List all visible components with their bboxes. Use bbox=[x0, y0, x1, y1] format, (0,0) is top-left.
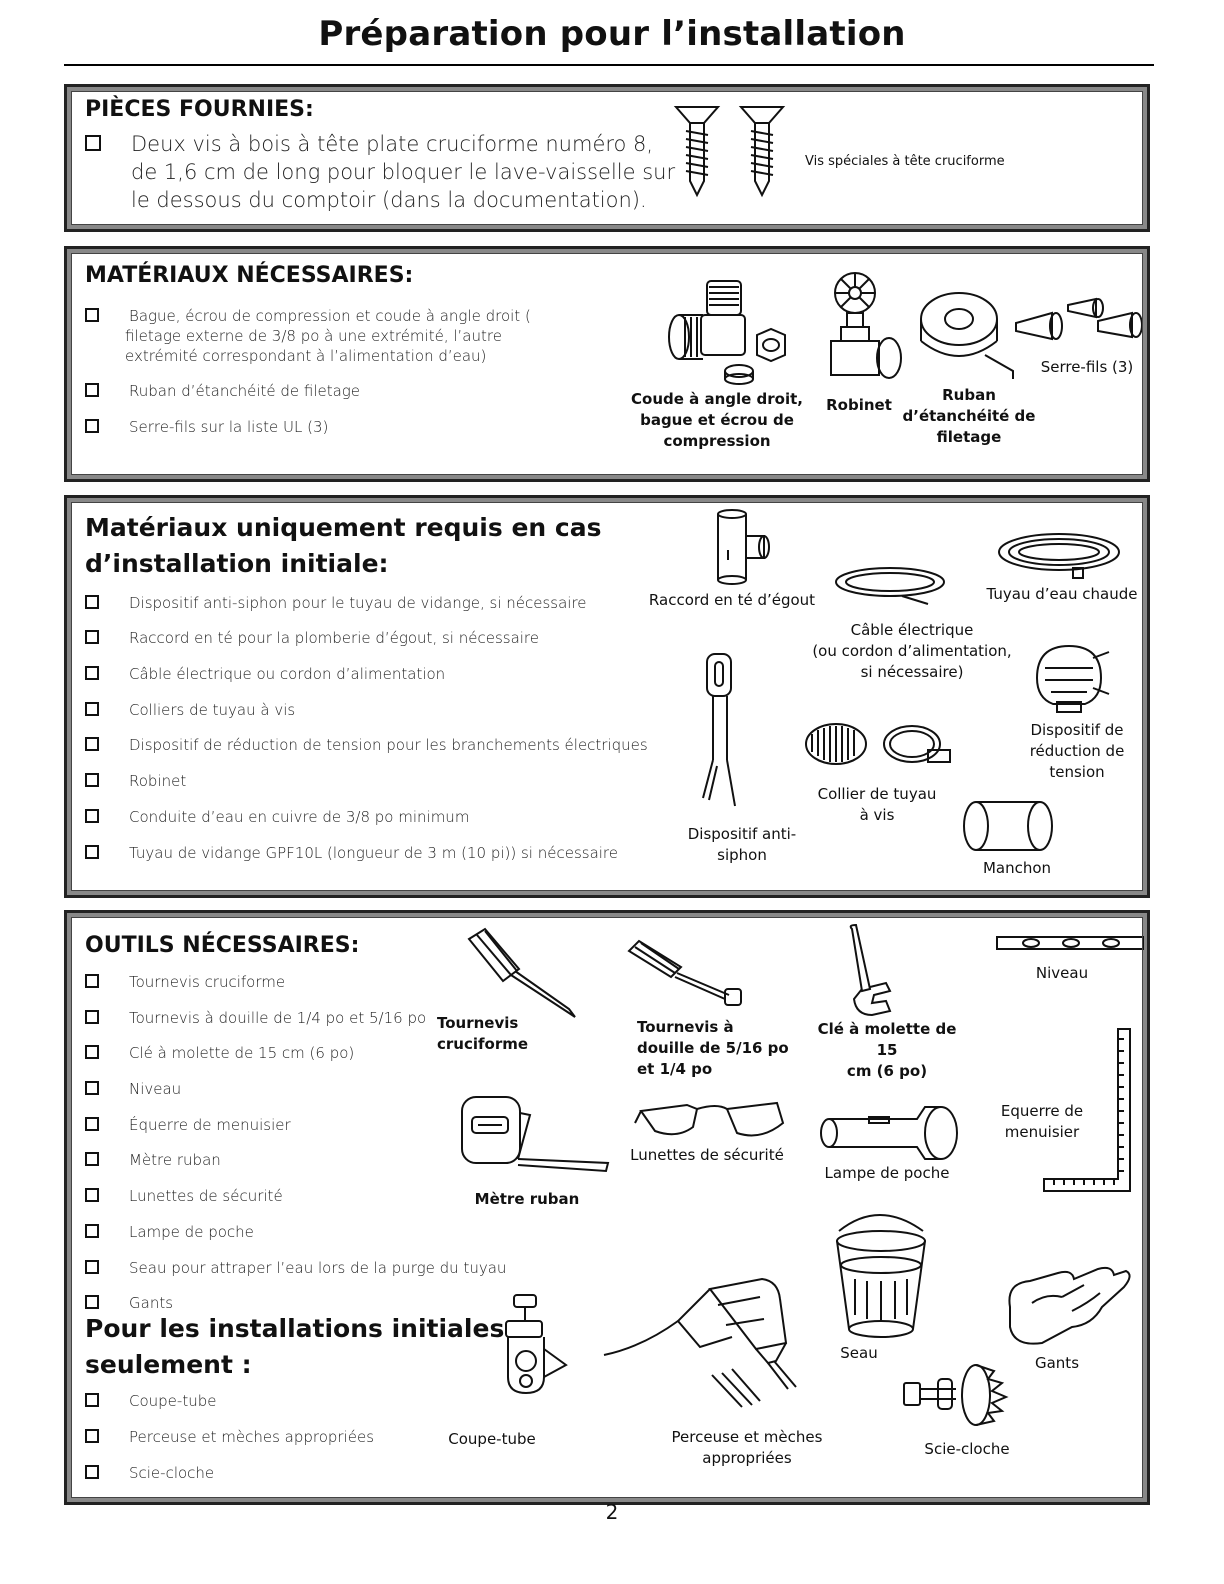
initiale-heading: Matériaux uniquement requis en cas d’installation initiale: bbox=[85, 513, 602, 578]
tee-fitting-icon bbox=[712, 508, 772, 584]
manchon-caption: Manchon bbox=[982, 859, 1052, 877]
checkbox-icon bbox=[85, 1010, 99, 1024]
nut-driver-icon bbox=[625, 937, 755, 1007]
initiale-section: Matériaux uniquement requis en cas d’installation initiale: Dispositif anti-siphon pour le tuyau de vidange, si nécessaire Raccord en té pour la plomberie d’égout, si nécessaire Câble électrique ou cordon d’alimentation Colliers de tuyau à vis Dispositif de réduction de tension pour les branchements électriques Robinet Conduite d’eau en cuivre de 3/8 po minimum Tuyau de vidange GPF10L (longueur de 3 m (10 pi)) si nécessaire Raccord en té d’égout Tuyau d’eau chaude Câble électrique (ou cordon d’alimentation, si nécessaire) Dispositif de réduction de tension Dispositif anti- siphon Collier de tuyau à vis Manchon bbox=[64, 495, 1150, 898]
checkbox-icon bbox=[85, 974, 99, 988]
tuyau-caption: Tuyau d’eau chaude bbox=[986, 585, 1138, 603]
strain-relief-icon bbox=[1027, 638, 1117, 718]
elbow-fitting-icon bbox=[665, 275, 805, 385]
checkbox-icon bbox=[85, 1117, 99, 1131]
hot-water-hose-icon bbox=[995, 530, 1125, 586]
checkbox-icon bbox=[85, 845, 99, 859]
flashlight-icon bbox=[819, 1103, 964, 1161]
thread-tape-icon bbox=[917, 289, 1017, 379]
tube-cutter-icon bbox=[492, 1293, 572, 1399]
materiaux-section: MATÉRIAUX NÉCESSAIRES: Bague, écrou de compression et coude à angle droit ( filetage externe de 3/8 po à une extrémité, l’autre extrémité correspondant à l’alimentation d’eau) Ruban d’étanchéité de filetage Serre-fils sur la liste UL (3) Coude à angle droit, bague et écrou de compression Robinet Ruban d’étanchéité de filetage Serre-fils (3) bbox=[64, 246, 1150, 482]
drill-icon bbox=[602, 1277, 822, 1407]
lampe-caption: Lampe de poche bbox=[824, 1164, 950, 1182]
checkbox-icon bbox=[85, 419, 99, 433]
checkbox-icon bbox=[85, 1393, 99, 1407]
checkbox-icon bbox=[85, 308, 99, 322]
tournevis-cruciforme-caption: Tournevis cruciforme bbox=[437, 1014, 529, 1053]
adjustable-wrench-icon bbox=[842, 923, 912, 1019]
checkbox-icon bbox=[85, 1465, 99, 1479]
checkbox-icon bbox=[85, 1224, 99, 1238]
level-icon bbox=[995, 935, 1145, 953]
screw-icon bbox=[672, 103, 722, 199]
checkbox-icon bbox=[85, 666, 99, 680]
reduction-caption: Dispositif de réduction de tension bbox=[1029, 721, 1125, 781]
checkbox-icon bbox=[85, 1295, 99, 1309]
title-rule bbox=[64, 64, 1154, 66]
bucket-icon bbox=[827, 1205, 937, 1341]
ruban-caption: Ruban d’étanchéité de filetage bbox=[902, 386, 1036, 446]
pieces-section: PIÈCES FOURNIES: Deux vis à bois à tête plate cruciforme numéro 8, de 1,6 cm de long pour bloquer le lave-vaisselle sur le dessous du comptoir (dans la documentation). Vis spéciales à tête cruciforme bbox=[64, 84, 1150, 232]
collier-caption: Collier de tuyau à vis bbox=[817, 785, 937, 824]
robinet-caption: Robinet bbox=[826, 396, 892, 414]
phillips-screwdriver-icon bbox=[465, 925, 585, 1021]
outils-section: OUTILS NÉCESSAIRES: Tournevis cruciforme Tournevis à douille de 1/4 po et 5/16 po Clé à molette de 15 cm (6 po) Niveau Équerre de menuisier Mètre ruban Lunettes de sécurité Lampe de poche Seau pour attraper l’eau lors de la purge du tuyau Gants Pour les installations initiales seulement : Coupe-tube Perceuse et mèches appropriées Scie-cloche Tournevis cruciforme Tournevis à douille de 5/16 po et 1/4 po Clé à molette de 15 cm (6 po) Niveau Equerre de menuisier Mètre ruban Lunettes de sécurité Lampe de poche Seau Gants Coupe-tube Perceuse et mèches appropriées Scie-cloche bbox=[64, 910, 1150, 1505]
checkbox-icon bbox=[85, 1152, 99, 1166]
hole-saw-icon bbox=[902, 1359, 1014, 1431]
checkbox-icon bbox=[85, 1429, 99, 1443]
metre-caption: Mètre ruban bbox=[474, 1190, 580, 1208]
tape-measure-icon bbox=[460, 1093, 612, 1185]
checkbox-icon bbox=[85, 383, 99, 397]
gants-caption: Gants bbox=[1034, 1354, 1080, 1372]
checkbox-icon bbox=[85, 1188, 99, 1202]
outils-heading: OUTILS NÉCESSAIRES: bbox=[85, 933, 360, 958]
lunettes-caption: Lunettes de sécurité bbox=[630, 1146, 784, 1164]
checkbox-icon bbox=[85, 809, 99, 823]
wire-nut-icon bbox=[1012, 295, 1142, 349]
screw-icon bbox=[737, 103, 787, 199]
serre-caption: Serre-fils (3) bbox=[1040, 358, 1134, 376]
cle-caption: Clé à molette de 15 cm (6 po) bbox=[817, 1020, 957, 1080]
coupe-tube-caption: Coupe-tube bbox=[448, 1430, 536, 1448]
page-number: 2 bbox=[605, 1500, 619, 1524]
checkbox-icon bbox=[85, 737, 99, 751]
safety-glasses-icon bbox=[637, 1093, 787, 1149]
electrical-cable-icon bbox=[832, 564, 952, 608]
anti-siphon-icon bbox=[699, 650, 759, 812]
materiaux-heading: MATÉRIAUX NÉCESSAIRES: bbox=[85, 263, 414, 288]
coude-caption: Coude à angle droit, bague et écrou de compression bbox=[631, 390, 803, 450]
scie-caption: Scie-cloche bbox=[924, 1440, 1010, 1458]
raccord-caption: Raccord en té d’égout bbox=[648, 591, 816, 609]
checkbox-icon bbox=[85, 595, 99, 609]
pieces-heading: PIÈCES FOURNIES: bbox=[85, 97, 314, 122]
checkbox-icon bbox=[85, 773, 99, 787]
hose-clamp-icon bbox=[802, 720, 962, 776]
checkbox-icon bbox=[85, 702, 99, 716]
outils-sub-heading: Pour les installations initiales seulement : bbox=[85, 1314, 505, 1379]
checkbox-icon bbox=[85, 1081, 99, 1095]
page-title: Préparation pour l’installation bbox=[318, 14, 906, 54]
screw-caption: Vis spéciales à tête cruciforme bbox=[805, 154, 1005, 169]
valve-icon bbox=[823, 271, 903, 391]
niveau-caption: Niveau bbox=[1035, 964, 1089, 982]
checkbox-icon bbox=[85, 135, 101, 151]
gloves-icon bbox=[1002, 1263, 1132, 1351]
equerre-caption: Equerre de menuisier bbox=[1000, 1102, 1084, 1141]
tournevis-douille-caption: Tournevis à douille de 5/16 po et 1/4 po bbox=[637, 1018, 789, 1078]
checkbox-icon bbox=[85, 630, 99, 644]
checkbox-icon bbox=[85, 1260, 99, 1274]
perceuse-caption: Perceuse et mèches appropriées bbox=[671, 1428, 823, 1467]
cable-caption: Câble électrique (ou cordon d’alimentation, si nécessaire) bbox=[812, 621, 1012, 681]
checkbox-icon bbox=[85, 1045, 99, 1059]
siphon-caption: Dispositif anti- siphon bbox=[687, 825, 797, 864]
seau-caption: Seau bbox=[840, 1344, 878, 1362]
coupling-sleeve-icon bbox=[960, 798, 1060, 858]
